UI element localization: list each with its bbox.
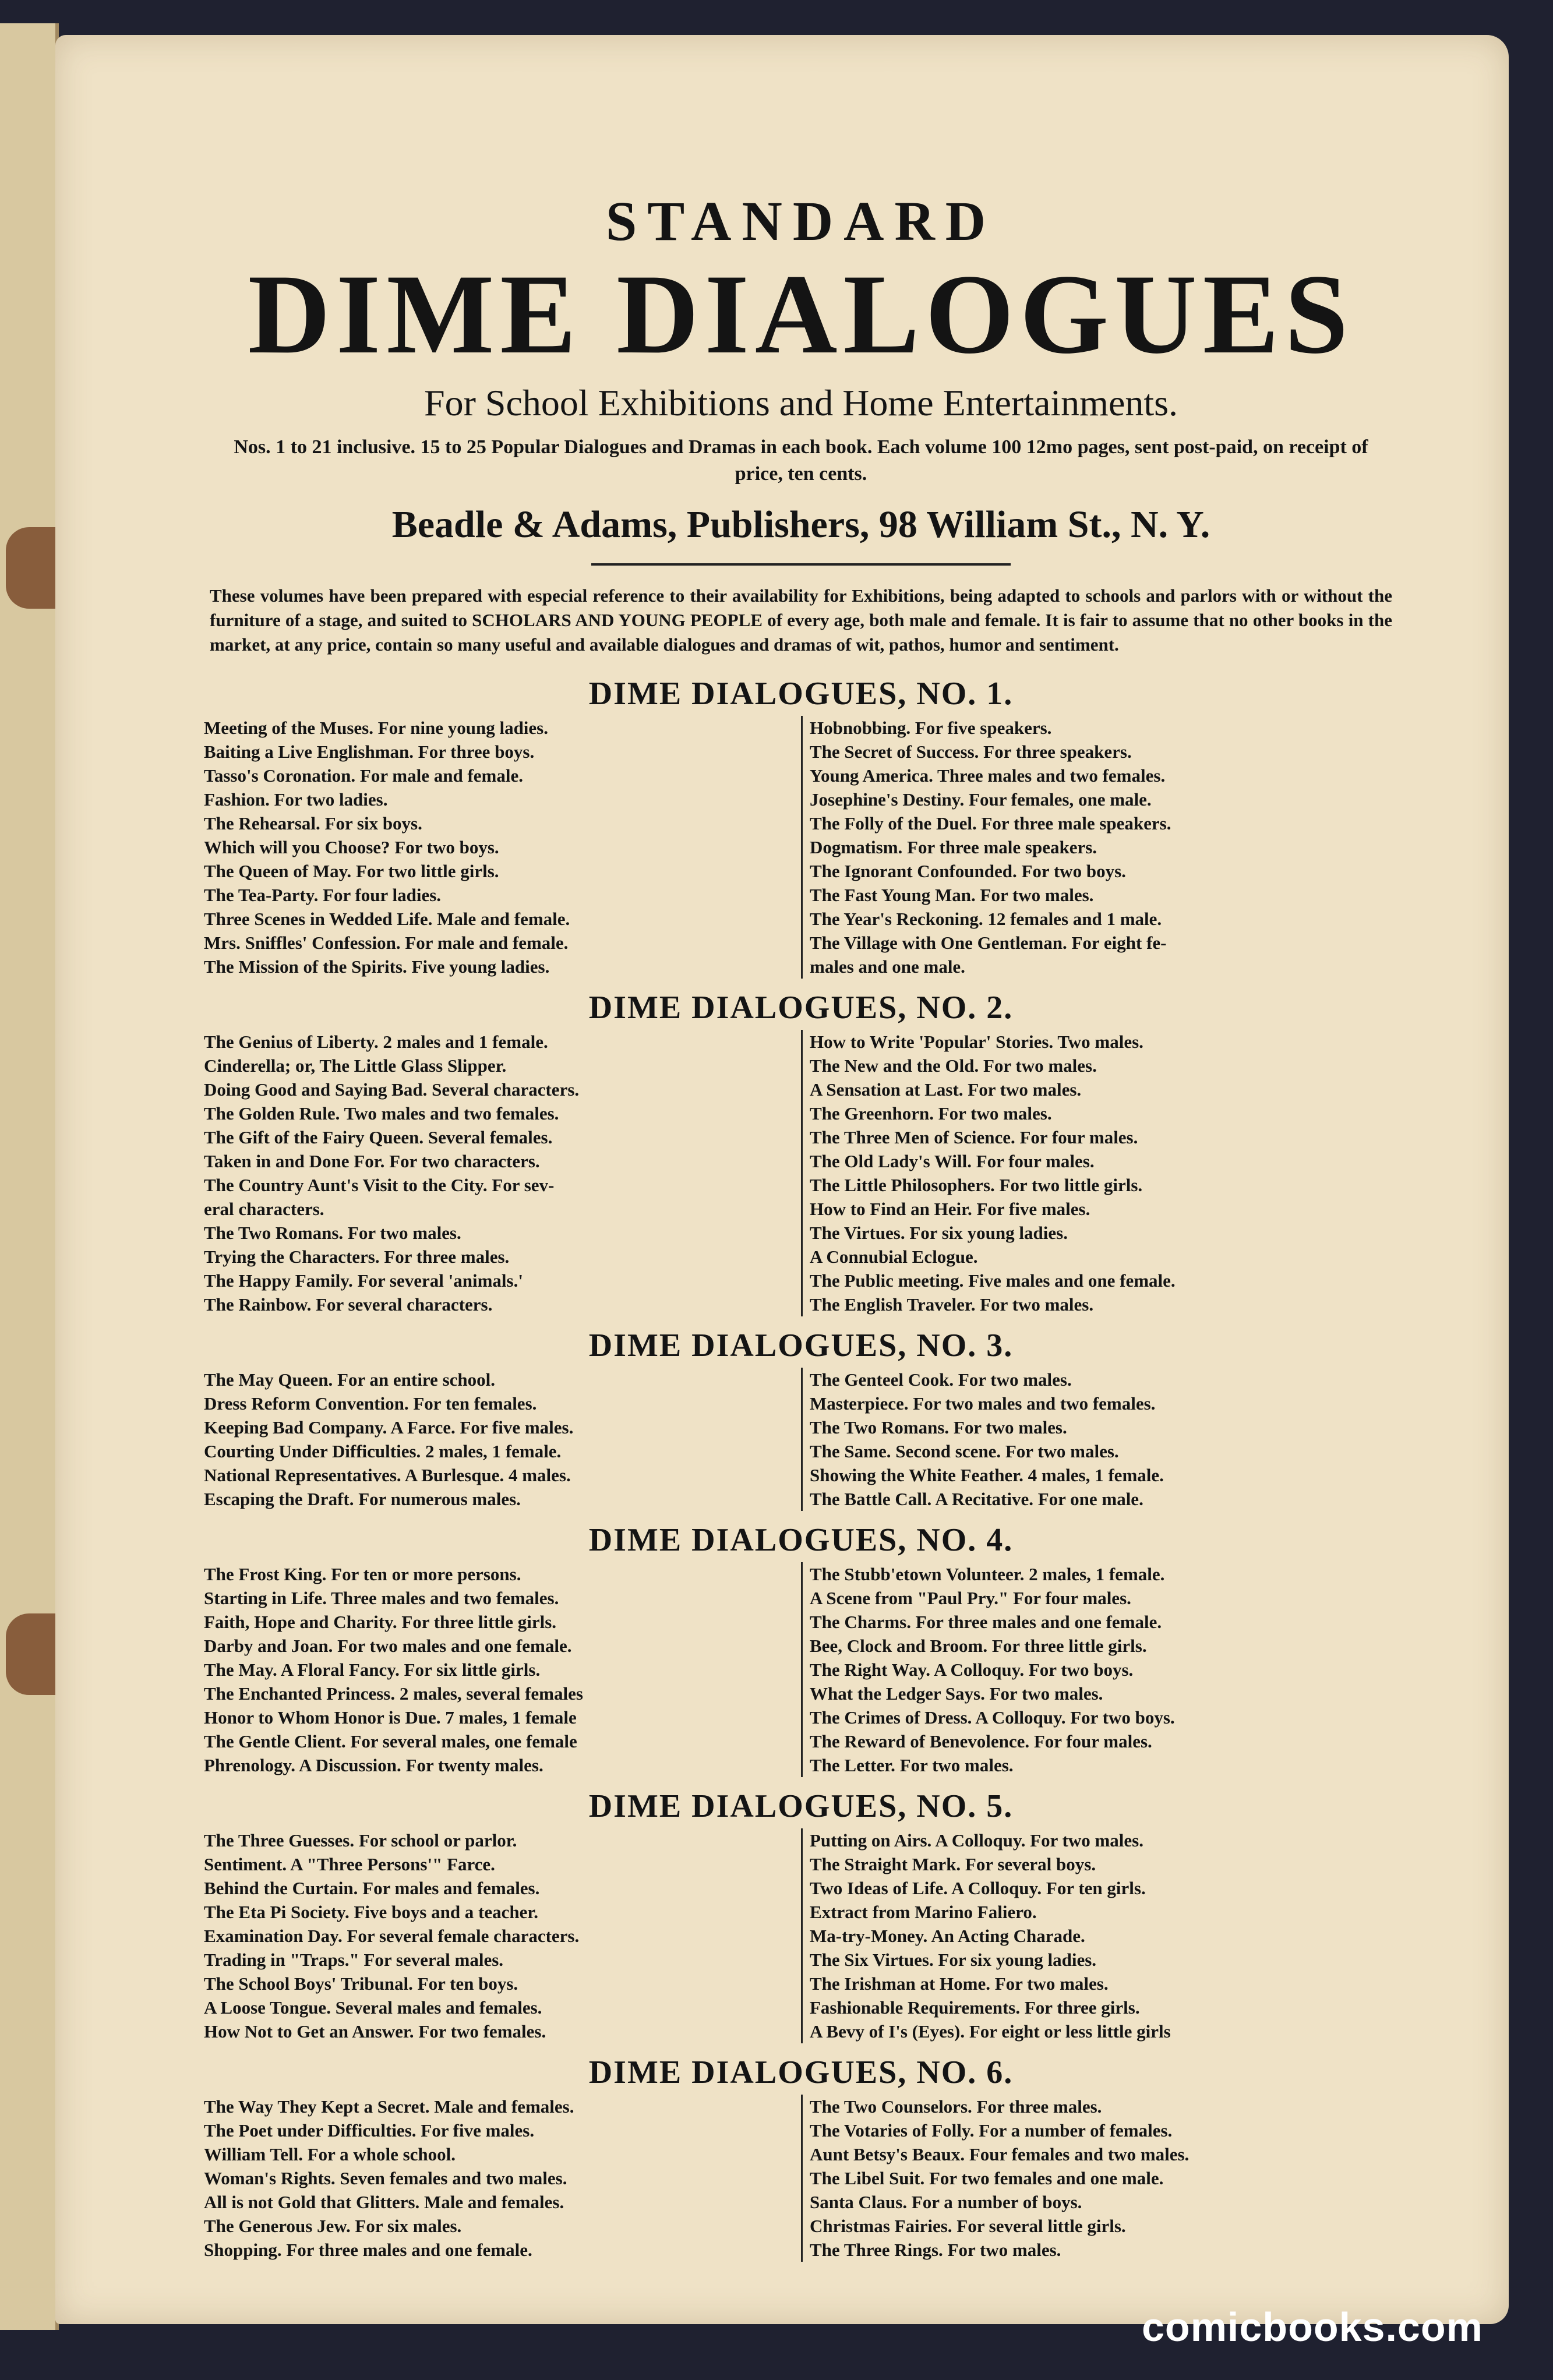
dialogue-entry: The Three Rings. For two males. [810,2240,1061,2260]
section-columns [204,1562,1398,1777]
dialogue-entry: Dogmatism. For three male speakers. [810,837,1097,857]
dialogue-entry: The New and the Old. For two males. [810,1055,1097,1076]
dialogue-entry: Tasso's Coronation. For male and female. [204,765,523,786]
dialogue-entry: Fashionable Requirements. For three girls. [810,1997,1140,2018]
column-left [204,716,801,979]
dialogue-entry: Darby and Joan. For two males and one female. [204,1636,572,1656]
dialogue-entry: Bee, Clock and Broom. For three little girls. [810,1636,1147,1656]
dialogue-entry: The Rehearsal. For six boys. [204,813,422,834]
dialogue-entry: The Queen of May. For two little girls. [204,861,499,881]
dialogue-entry: Woman's Rights. Seven females and two males. [204,2168,567,2188]
dialogue-entry: The Little Philosophers. For two little girls. [810,1175,1143,1195]
intro-paragraph: These volumes have been prepared with especial reference to their availability for Exhibitions, being adapted to schools and parlors with or without the furniture of a stage, and suited to SCHOLARS AND YOUNG PEOPLE of every age, both male and female. It is fair to assume that no other books in the market, at any price, contain so many useful and available dialogues and dramas of wit, pathos, humor and sentiment. [210,585,1392,655]
dialogue-entry: The Straight Mark. For several boys. [810,1854,1096,1874]
section-title: DIME DIALOGUES, NO. 3. [588,1327,1014,1364]
dialogue-entry: The Village with One Gentleman. For eight fe- [810,933,1167,953]
dialogue-entry: Honor to Whom Honor is Due. 7 males, 1 female [204,1707,577,1728]
dialogue-entry: The Frost King. For ten or more persons. [204,1564,521,1584]
dialogue-entry: Which will you Choose? For two boys. [204,837,499,857]
dialogue-entry: How to Find an Heir. For five males. [810,1199,1090,1219]
dialogue-entry: The Gift of the Fairy Queen. Several females. [204,1127,553,1147]
dialogue-entry: The Year's Reckoning. 12 females and 1 male. [810,909,1162,929]
column-right [801,1562,1398,1777]
header-title: DIME DIALOGUES [248,251,1354,377]
dialogue-entry: males and one male. [810,956,965,977]
dialogue-entry: The Two Romans. For two males. [810,1417,1067,1438]
dialogue-entry: Josephine's Destiny. Four females, one male. [810,789,1152,810]
dialogue-entry: The Charms. For three males and one female. [810,1612,1162,1632]
dialogue-entry: The Gentle Client. For several males, one female [204,1731,577,1752]
column-right [801,716,1398,979]
dialogue-entry: Hobnobbing. For five speakers. [810,718,1052,738]
dialogue-entry: The Right Way. A Colloquy. For two boys. [810,1659,1134,1680]
dialogue-entry: The Three Guesses. For school or parlor. [204,1830,517,1851]
dialogue-entry: The Votaries of Folly. For a number of females. [810,2120,1173,2141]
header-subtitle: For School Exhibitions and Home Entertainments. [423,382,1178,423]
dialogue-entry: Behind the Curtain. For males and females. [204,1878,540,1898]
dialogue-entry: Masterpiece. For two males and two females. [810,1393,1156,1414]
dialogue-entry: Faith, Hope and Charity. For three little girls. [204,1612,557,1632]
dialogue-entry: Meeting of the Muses. For nine young ladies. [204,718,548,738]
dialogue-entry: The Letter. For two males. [810,1755,1014,1775]
dialogue-entry: How to Write 'Popular' Stories. Two males. [810,1032,1143,1052]
dialogue-entry: The Happy Family. For several 'animals.' [204,1270,523,1291]
dialogue-entry: Fashion. For two ladies. [204,789,388,810]
section-title: DIME DIALOGUES, NO. 5. [588,1788,1014,1824]
dialogue-sections [204,675,1398,2262]
dialogue-entry: The Rainbow. For several characters. [204,1294,493,1315]
dialogue-entry: The Tea-Party. For four ladies. [204,885,442,905]
dialogue-entry: Baiting a Live Englishman. For three boys. [204,741,535,762]
dialogue-entry: The Secret of Success. For three speakers. [810,741,1132,762]
dialogue-entry: The Crimes of Dress. A Colloquy. For two boys. [810,1707,1175,1728]
dialogue-entry: Two Ideas of Life. A Colloquy. For ten girls. [810,1878,1146,1898]
dialogue-entry: The Stubb'etown Volunteer. 2 males, 1 female. [810,1564,1165,1584]
adjacent-page-edge [0,23,59,2330]
column-left [204,1030,801,1316]
dialogue-entry: The English Traveler. For two males. [810,1294,1094,1315]
section-title: DIME DIALOGUES, NO. 4. [588,1522,1014,1558]
dialogue-entry: How Not to Get an Answer. For two females. [204,2021,546,2042]
dialogue-entry: The Six Virtues. For six young ladies. [810,1950,1097,1970]
dialogue-entry: Phrenology. A Discussion. For twenty males. [204,1755,543,1775]
dialogue-entry: Showing the White Feather. 4 males, 1 female. [810,1465,1164,1485]
column-left [204,1828,801,2043]
dialogue-entry: The Public meeting. Five males and one female. [810,1270,1176,1291]
dialogue-entry: The School Boys' Tribunal. For ten boys. [204,1973,518,1994]
column-right [801,1368,1398,1511]
dialogue-entry: Extract from Marino Faliero. [810,1902,1037,1922]
dialogue-entry: The Country Aunt's Visit to the City. For sev- [204,1175,555,1195]
dialogue-entry: The Generous Jew. For six males. [204,2216,462,2236]
dialogue-entry: Keeping Bad Company. A Farce. For five males. [204,1417,574,1438]
dialogue-entry: The Genteel Cook. For two males. [810,1369,1072,1390]
dialogue-entry: What the Ledger Says. For two males. [810,1683,1103,1704]
dialogue-entry: Santa Claus. For a number of boys. [810,2192,1082,2212]
dialogue-entry: Escaping the Draft. For numerous males. [204,1489,521,1509]
dialogue-entry: eral characters. [204,1199,324,1219]
dialogue-entry: The Ignorant Confounded. For two boys. [810,861,1126,881]
dialogue-entry: The Virtues. For six young ladies. [810,1223,1068,1243]
dialogue-entry: The Three Men of Science. For four males. [810,1127,1138,1147]
book-page [55,35,1509,2324]
section-columns [204,1368,1398,1511]
section-title: DIME DIALOGUES, NO. 6. [588,2054,1014,2091]
dialogue-entry: Mrs. Sniffles' Confession. For male and female. [204,933,569,953]
dialogue-entry: The May Queen. For an entire school. [204,1369,495,1390]
section-title: DIME DIALOGUES, NO. 1. [588,676,1014,712]
header-nos-line: Nos. 1 to 21 inclusive. 15 to 25 Popular Dialogues and Dramas in each book. Each volume 100 12mo pages, sent post-paid, on receipt of price, ten cents. [234,436,1368,485]
dialogue-entry: The Greenhorn. For two males. [810,1103,1052,1124]
dialogue-entry: All is not Gold that Glitters. Male and females. [204,2192,564,2212]
section-columns [204,2095,1398,2262]
watermark: comicbooks.com [1142,2304,1483,2350]
dialogue-entry: A Bevy of I's (Eyes). For eight or less little girls [810,2021,1171,2042]
dialogue-entry: Trading in "Traps." For several males. [204,1950,504,1970]
section-title: DIME DIALOGUES, NO. 2. [588,990,1014,1026]
dialogue-entry: The May. A Floral Fancy. For six little girls. [204,1659,541,1680]
dialogue-entry: The Genius of Liberty. 2 males and 1 female. [204,1032,548,1052]
header-divider [591,563,1011,566]
dialogue-entry: National Representatives. A Burlesque. 4 males. [204,1465,571,1485]
section-columns [204,1828,1398,2043]
section-columns [204,1030,1398,1316]
dialogue-entry: The Two Romans. For two males. [204,1223,461,1243]
dialogue-entry: William Tell. For a whole school. [204,2144,456,2164]
dialogue-entry: Taken in and Done For. For two characters. [204,1151,540,1171]
dialogue-entry: Sentiment. A "Three Persons'" Farce. [204,1854,495,1874]
column-right [801,1828,1398,2043]
dialogue-entry: Aunt Betsy's Beaux. Four females and two males. [810,2144,1190,2164]
dialogue-entry: Shopping. For three males and one female. [204,2240,532,2260]
dialogue-entry: Doing Good and Saying Bad. Several characters. [204,1079,580,1100]
dialogue-entry: The Battle Call. A Recitative. For one male. [810,1489,1143,1509]
dialogue-entry: A Scene from "Paul Pry." For four males. [810,1588,1131,1608]
page-content [204,189,1398,2262]
dialogue-entry: Dress Reform Convention. For ten females. [204,1393,537,1414]
dialogue-entry: The Way They Kept a Secret. Male and females. [204,2096,574,2117]
column-right [801,1030,1398,1316]
dialogue-entry: Putting on Airs. A Colloquy. For two males. [810,1830,1143,1851]
dialogue-entry: Courting Under Difficulties. 2 males, 1 female. [204,1441,562,1461]
dialogue-entry: A Connubial Eclogue. [810,1247,978,1267]
dialogue-entry: Cinderella; or, The Little Glass Slipper. [204,1055,507,1076]
dialogue-entry: The Two Counselors. For three males. [810,2096,1102,2117]
dialogue-entry: Examination Day. For several female characters. [204,1926,580,1946]
dialogue-entry: The Libel Suit. For two females and one male. [810,2168,1164,2188]
dialogue-entry: The Eta Pi Society. Five boys and a teacher. [204,1902,539,1922]
dialogue-entry: A Loose Tongue. Several males and females. [204,1997,542,2018]
dialogue-entry: The Old Lady's Will. For four males. [810,1151,1095,1171]
dialogue-entry: The Poet under Difficulties. For five males. [204,2120,535,2141]
dialogue-entry: The Same. Second scene. For two males. [810,1441,1119,1461]
header-publisher: Beadle & Adams, Publishers, 98 William St., N. Y. [391,503,1210,546]
dialogue-entry: Christmas Fairies. For several little girls. [810,2216,1126,2236]
dialogue-entry: The Enchanted Princess. 2 males, several females [204,1683,583,1704]
dialogue-entry: The Fast Young Man. For two males. [810,885,1094,905]
dialogue-entry: A Sensation at Last. For two males. [810,1079,1082,1100]
dialogue-entry: Three Scenes in Wedded Life. Male and female. [204,909,570,929]
header-standard: STANDARD [605,190,997,252]
dialogue-entry: The Golden Rule. Two males and two females. [204,1103,559,1124]
column-left [204,1562,801,1777]
dialogue-entry: The Mission of the Spirits. Five young ladies. [204,956,550,977]
section-columns [204,716,1398,979]
dialogue-entry: Ma-try-Money. An Acting Charade. [810,1926,1085,1946]
dialogue-entry: Trying the Characters. For three males. [204,1247,510,1267]
dialogue-entry: The Folly of the Duel. For three male speakers. [810,813,1171,834]
dialogue-entry: Young America. Three males and two females. [810,765,1166,786]
dialogue-entry: Starting in Life. Three males and two females. [204,1588,559,1608]
column-left [204,1368,801,1511]
column-left [204,2095,801,2262]
dialogue-entry: The Irishman at Home. For two males. [810,1973,1109,1994]
dialogue-entry: The Reward of Benevolence. For four males. [810,1731,1152,1752]
column-right [801,2095,1398,2262]
